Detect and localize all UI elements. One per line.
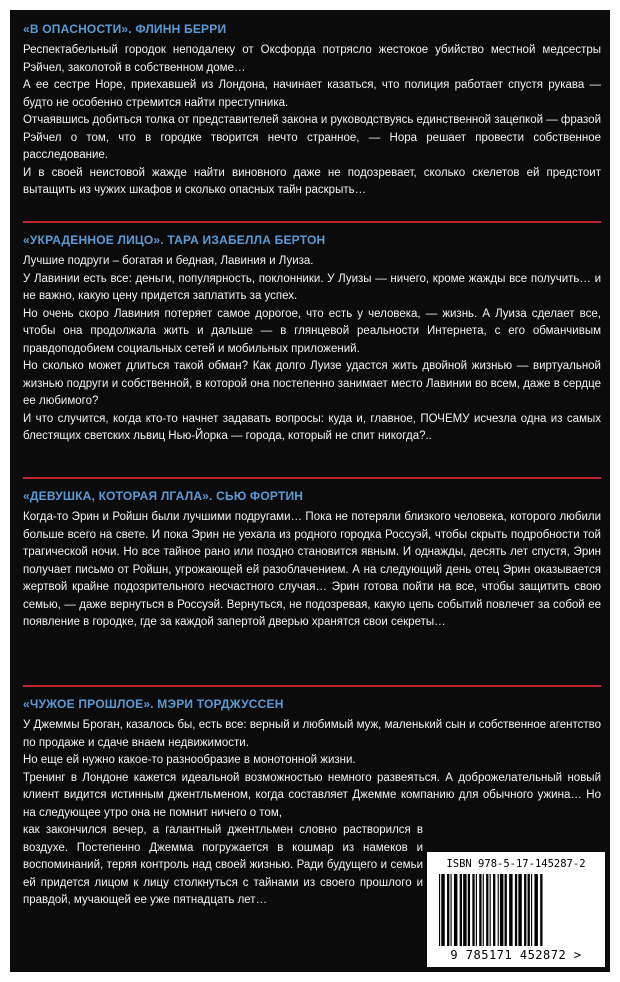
barcode-bar xyxy=(479,874,481,946)
paragraph: как закончился вечер, а галантный джентльмен словно растворился в воздухе. Постепенно Джемма погружается в кошмар из намеков и воспоминаний, теряя контроль над своей жизнью. Ради будущего и семьи ей придется лицом к лицу столкнуться с тайнами из своего прошлого и правдой, мучающей ее уже пятнадцать лет… xyxy=(23,824,423,906)
book-title: «ЧУЖОЕ ПРОШЛОЕ». МЭРИ ТОРДЖУССЕН xyxy=(23,697,284,711)
barcode-bar xyxy=(441,874,444,946)
barcode-bar xyxy=(439,874,440,946)
barcode-bar xyxy=(534,874,537,946)
isbn-label: ISBN 978-5-17-145287-2 xyxy=(446,858,586,870)
book-title: «В ОПАСНОСТИ». ФЛИНН БЕРРИ xyxy=(23,22,227,36)
book-title: «ДЕВУШКА, КОТОРАЯ ЛГАЛА». СЬЮ ФОРТИН xyxy=(23,489,304,503)
divider xyxy=(23,221,601,223)
paragraph: У Джеммы Броган, казалось бы, есть все: верный и любимый муж, маленький сын и собственное агентство по продаже и сдаче внаем недвижимости. xyxy=(23,719,602,749)
divider xyxy=(23,477,601,479)
paragraph: Но сколько может длиться такой обман? Как долго Луизе удастся жить двойной жизнью — виртуальной жизнью подруги и собственной, в которой она постепенно занимает место Лавинии во всем, даже в сердце ее любимого? xyxy=(23,360,601,407)
paragraph: У Лавинии есть все: деньги, популярность, поклонники. У Луизы — ничего, кроме жажды все получить… и не важно, какую цену придется заплатить за успех. xyxy=(23,272,601,302)
barcode-bar xyxy=(528,874,530,946)
barcode-bar xyxy=(540,874,542,946)
isbn-number: 9 785171 452872 > xyxy=(450,948,582,962)
barcode-bar xyxy=(531,874,532,946)
barcode-bar xyxy=(468,874,470,946)
book-title: «УКРАДЕННОЕ ЛИЦО». ТАРА ИЗАБЕЛЛА БЕРТОН xyxy=(23,233,326,247)
barcode-bar xyxy=(490,874,491,946)
paragraph: А ее сестре Норе, приехавшей из Лондона, начинает казаться, что полиция работает спустя рукава — будто не особенно стремится найти преступника. xyxy=(23,79,601,109)
barcode-bar xyxy=(460,874,462,946)
paragraph: Тренинг в Лондоне кажется идеальной возможностью немного развеяться. А доброжелательный новый клиент видится истинным джентльменом, когда составляет Джемме компанию для обычного ужина… Но на следующее утро она не помнит ничего о том, xyxy=(23,771,601,819)
paragraph: И в своей неистовой жажде найти виновного даже не подозревает, сколько скелетов ей предстоит вытащить из чужих шкафов и сколько опасных тайн раскрыть… xyxy=(23,166,601,196)
paragraph: Но еще ей нужно какое-то разнообразие в монотонной жизни. xyxy=(23,754,356,766)
barcode-bar xyxy=(515,874,517,946)
barcode-bar xyxy=(454,874,457,946)
paragraph: Но очень скоро Лавиния потеряет самое дорогое, что есть у человека, — жизнь. А Луиза сделает все, чтобы она продолжала жить и дальше — в глянцевой реальности Интернета, с его обманчивым правдоподобием социальных сетей и мобильных приложений. xyxy=(23,307,601,355)
paragraph: И что случится, когда кто-то начнет задавать вопросы: куда и, главное, ПОЧЕМУ исчезла одна из самых блестящих светских львиц Нью-Йорка — города, который не спит никогда?.. xyxy=(23,412,601,442)
barcode-bars xyxy=(437,874,595,946)
barcode-bar xyxy=(476,874,477,946)
barcode-bar xyxy=(518,874,521,946)
paragraph: Лучшие подруги – богатая и бедная, Лавиния и Луиза. xyxy=(23,255,314,267)
book-back-cover xyxy=(10,10,610,972)
divider xyxy=(23,685,601,687)
barcode-bar xyxy=(524,874,526,946)
barcode-bar xyxy=(472,874,474,946)
barcode-bar xyxy=(483,874,484,946)
barcode-bar xyxy=(447,874,449,946)
barcode-bar xyxy=(500,874,503,946)
barcode-bar xyxy=(463,874,466,946)
barcode-bar xyxy=(493,874,495,946)
paragraph: Респектабельный городок неподалеку от Оксфорда потрясло жестокое убийство местной медсестры Рэйчел, заколотой в собственном доме… xyxy=(23,44,601,74)
isbn-barcode xyxy=(427,852,605,967)
book-section-2 xyxy=(23,233,601,446)
book-section-1 xyxy=(23,22,601,200)
barcode-bar xyxy=(505,874,507,946)
paragraph: Когда-то Эрин и Ройшн были лучшими подругами… Пока не потеряли близкого человека, которого любили больше всего на свете. И пока Эрин не уехала из родного городка Россуэй, чтобы скрыть подробности той трагической ночи. Но все тайное рано или поздно становится явным. И однажды, десять лет спустя, Эрин получает письмо от Ройшн, угрожающей ей разоблачением. А на следующий день отец Эрин оказывается жертвой крайне подозрительного несчастного случая… Эрин готова пойти на все, чтобы защитить свою семью, — даже вернуться в Россуэй. Вернуться, не подозревая, какую цепь событий повлечет за собой ее появление в городке, где за каждой запертой дверью хранятся свои секреты… xyxy=(23,511,601,628)
paragraph: Отчаявшись добиться толка от представителей закона и руководствуясь единственной зацепкой — фразой Рэйчел о том, что в городке творится нечто странное, — Нора решает провести собственное расследование. xyxy=(23,114,602,161)
barcode-bar xyxy=(498,874,499,946)
barcode-bar xyxy=(509,874,512,946)
book-section-3 xyxy=(23,489,601,632)
barcode-bar xyxy=(486,874,488,946)
barcode-bar xyxy=(451,874,452,946)
